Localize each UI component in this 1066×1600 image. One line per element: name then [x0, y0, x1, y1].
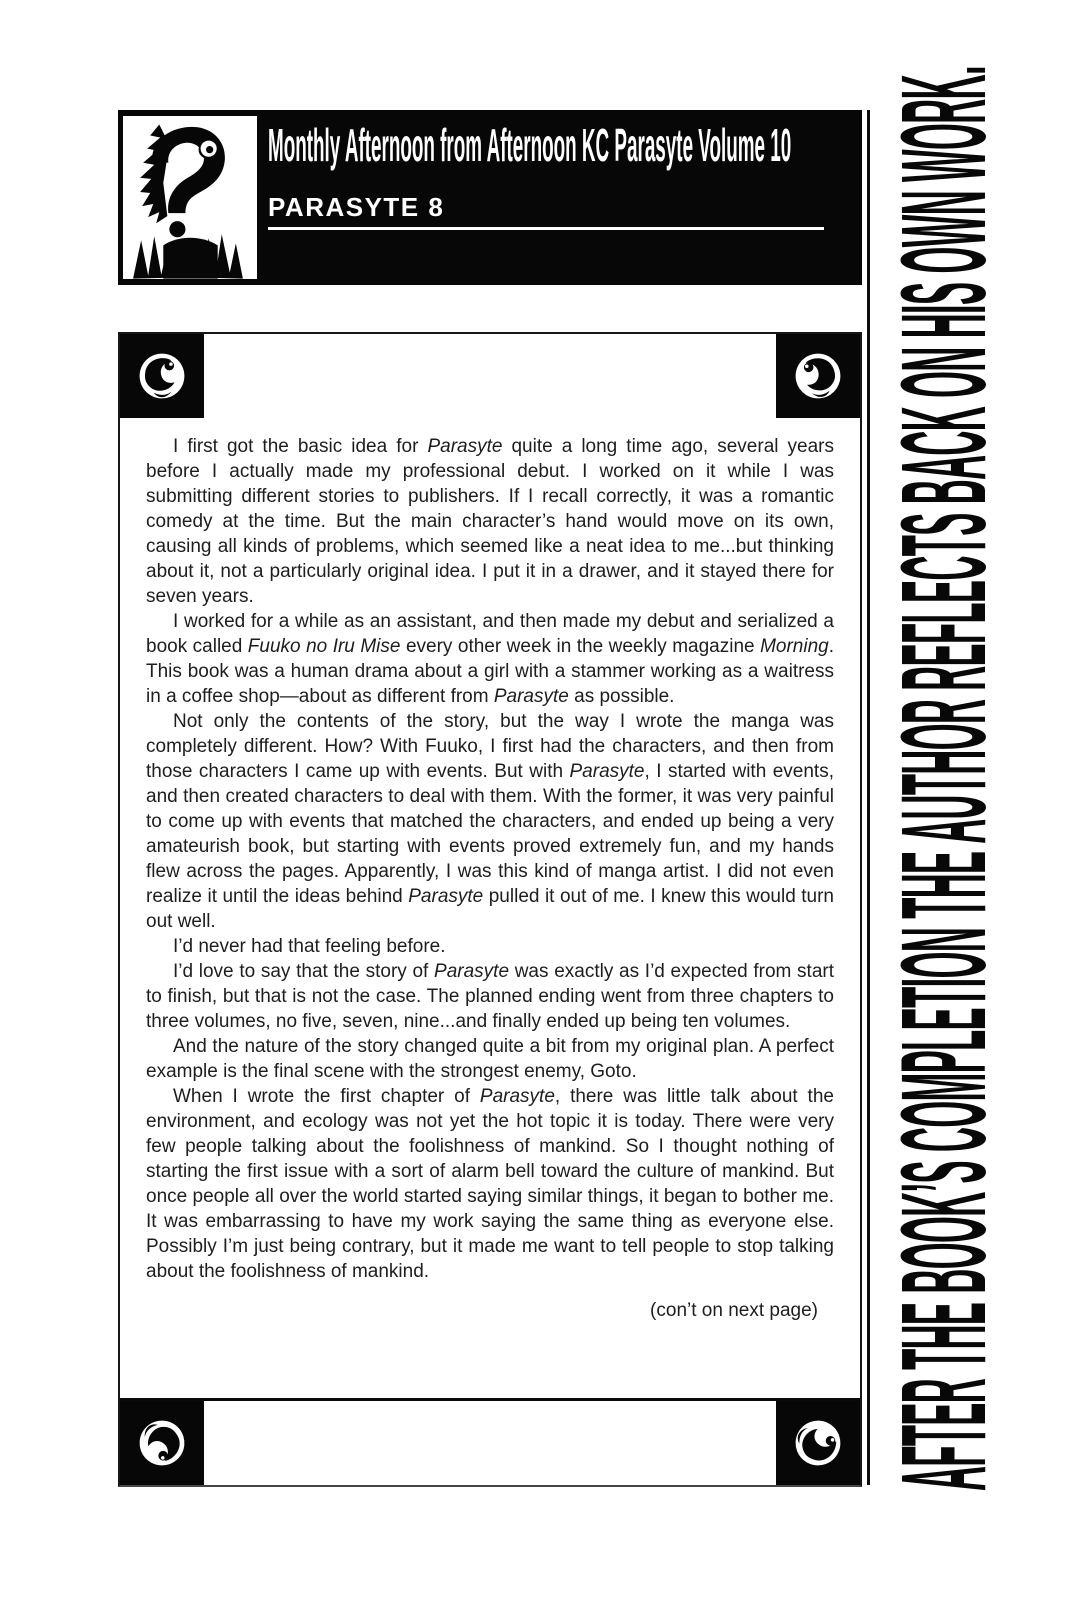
corner-ornament-bottom-right: [776, 1401, 860, 1485]
body-text: I’d never had that feeling before.: [173, 936, 446, 957]
paragraph: [146, 609, 834, 709]
italic-title-text: Parasyte: [434, 961, 510, 982]
header-banner: [118, 110, 862, 285]
italic-title-text: Parasyte: [427, 436, 503, 457]
body-text: Not only the contents of the story, but the way I wrote the manga was completely different. How? With Fuuko, I first had the characters, and then from those characters I came up with events. But with: [146, 711, 834, 782]
parasyte-hand-orb-icon: [788, 346, 847, 405]
paragraph: [146, 434, 834, 609]
parasyte-logo-artwork: [123, 116, 257, 279]
parasyte-swirl-orb-icon: [127, 1408, 197, 1478]
italic-title-text: Parasyte: [569, 761, 645, 782]
body-text: , there was little talk about the environment, and ecology was not yet the hot topic it is today. There were very few people talking about the foolishness of mankind. So I thought nothing of starting the first issue with a sort of alarm bell toward the culture of mankind. But once people all over the world started saying similar things, it began to bother me. It was embarrassing to have my work saying the same thing as everyone else. Possibly I’m just being contrary, but it made me want to tell people to stop talking about the foolishness of mankind.: [146, 1086, 834, 1282]
parasyte-orb-face-icon: [137, 351, 187, 401]
paragraph: [146, 934, 834, 959]
body-text: pulled it out of me. I knew this would turn out well.: [146, 886, 835, 932]
body-text: When I wrote the first chapter of: [173, 1086, 480, 1107]
continuation-note: (con’t on next page): [650, 1300, 818, 1321]
body-text: was exactly as I’d expected from start to finish, but that is not the case. The planned ending went from three chapters to three volumes, no five, seven, nine...and finally ended up being ten volumes.: [146, 961, 835, 1032]
essay-frame: [118, 332, 862, 1487]
body-text: I’d love to say that the story of: [173, 961, 435, 982]
parasyte-split-face-icon: [123, 116, 257, 279]
body-text: . This book was a human drama about a girl with a stammer working as a waitress in a coffee shop—about as different from: [146, 636, 834, 707]
italic-title-text: Fuuko no Iru Mise: [247, 636, 401, 657]
margin-vertical-headline: AFTER THE BOOK’S COMPLETION THE AUTHOR REFLECTS BACK ON HIS OWN WORK.: [875, 66, 1011, 1491]
italic-title-text: Parasyte: [479, 1086, 555, 1107]
vertical-divider-rule: [867, 110, 870, 1485]
italic-title-text: Parasyte: [408, 886, 484, 907]
body-text: And the nature of the story changed quite a bit from my original plan. A perfect example is the final scene with the strongest enemy, Goto.: [146, 1036, 834, 1082]
bottom-ornament-band: [120, 1398, 860, 1485]
paragraph: [146, 709, 834, 934]
italic-title-text: Morning: [760, 636, 829, 657]
parasyte-claw-orb-icon: [785, 1410, 851, 1476]
body-text: quite a long time ago, several years before I actually made my professional debut. I worked on it while I was submitting different stories to publishers. If I recall correctly, it was a romantic comedy at the time. But the main character’s hand would move on its own, causing all kinds of problems, which seemed like a neat idea to me...but thinking about it, not a particularly original idea. I put it in a drawer, and it stayed there for seven years.: [146, 436, 834, 607]
corner-ornament-bottom-left: [120, 1401, 204, 1485]
afterword-text: [120, 418, 860, 1398]
volume-label: PARASYTE 8: [268, 192, 445, 222]
body-text: every other week in the weekly magazine: [400, 636, 761, 657]
italic-title-text: Parasyte: [493, 686, 569, 707]
header-underline: [268, 227, 824, 230]
body-text: I first got the basic idea for: [173, 436, 428, 457]
paragraph: [146, 959, 834, 1034]
body-text: as possible.: [568, 686, 675, 707]
corner-ornament-top-left: [120, 334, 204, 418]
body-text: , I started with events, and then created characters to deal with them. With the former, it was very painful to come up with events that matched the characters, and ended up being a very amateurish book, but starting with events proved extremely fun, and my hands flew across the pages. Apparently, I was this kind of manga artist. I did not even realize it until the ideas behind: [146, 761, 834, 907]
paragraph: [146, 1034, 834, 1084]
body-text: I worked for a while as an assistant, and then made my debut and serialized a book called: [146, 611, 834, 657]
corner-ornament-top-right: [776, 334, 860, 418]
series-title: Monthly Afternoon from Afternoon KC Parasyte Volume 10: [268, 119, 792, 171]
paragraph: [146, 1084, 834, 1284]
